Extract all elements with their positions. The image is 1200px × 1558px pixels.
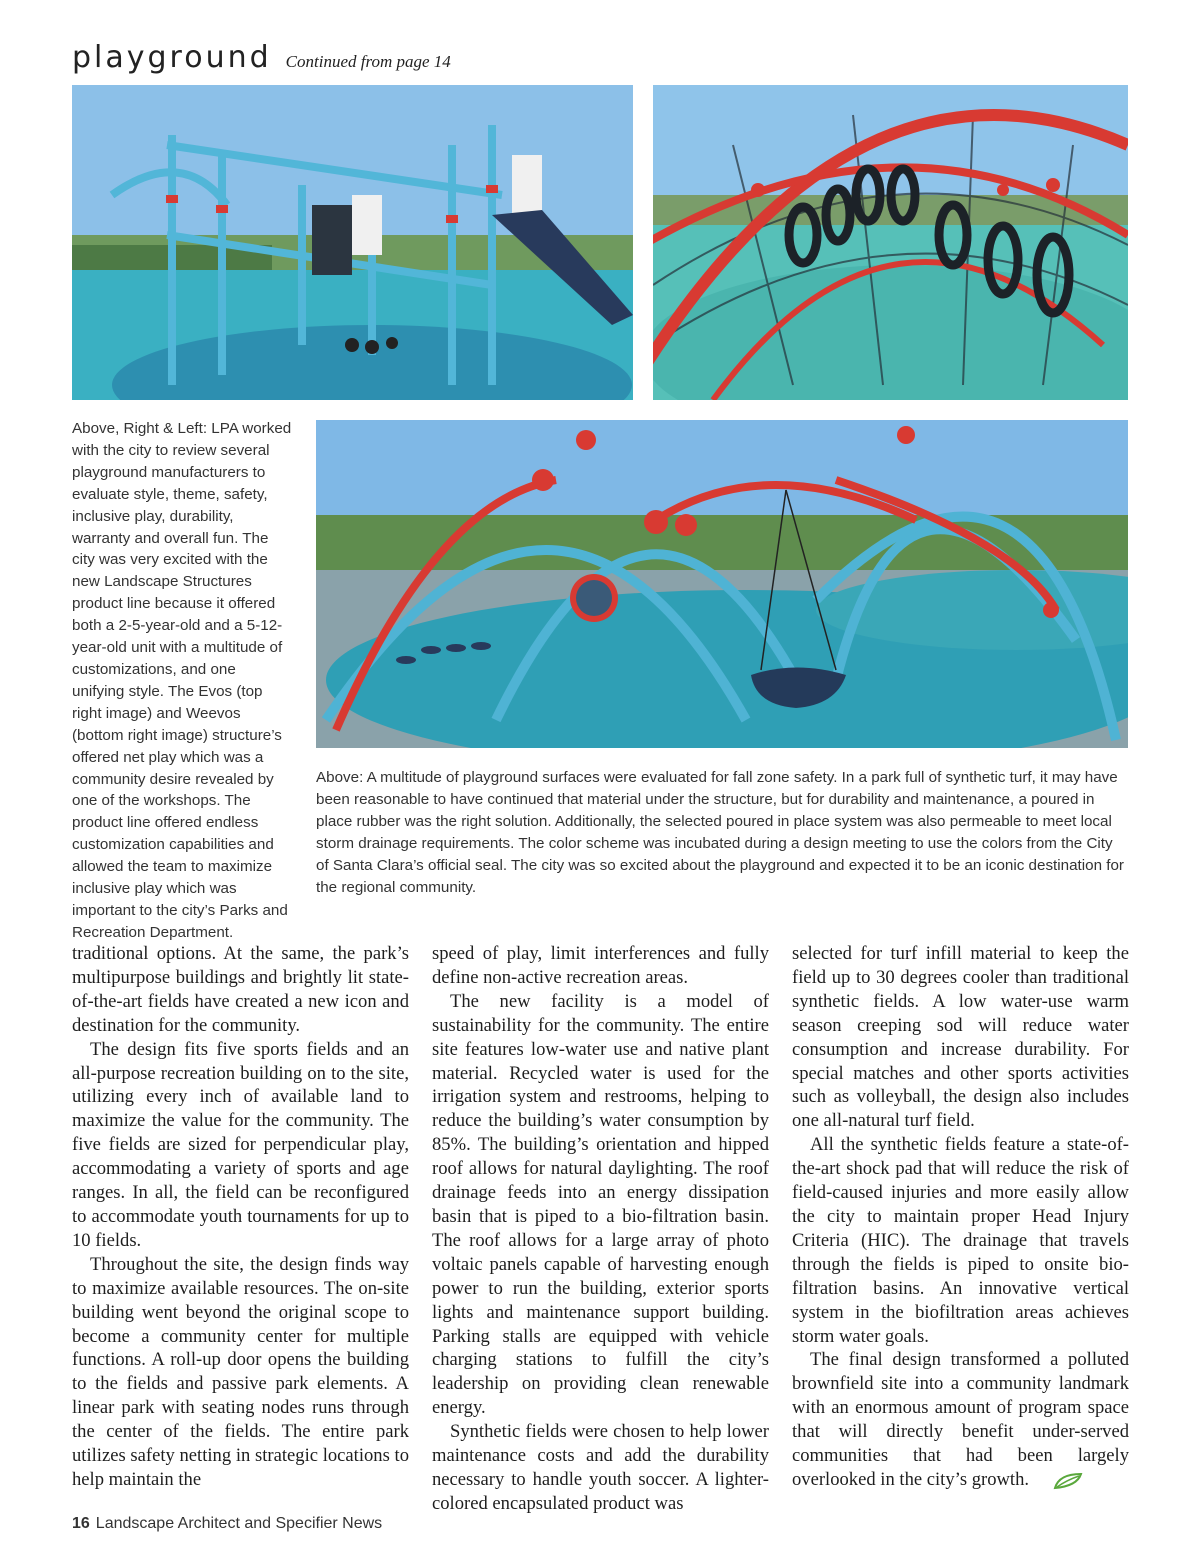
paragraph: traditional options. At the same, the park’s multipurpose buildings and brightly lit state-of-the-art fields have created a new icon and destination for the community. (72, 943, 409, 1036)
paragraph: Throughout the site, the design finds way to maximize available resources. The on-site building went beyond the original scope to become a community center for multiple functions. A roll-up door opens the building to the fields and passive park elements. A linear park with seating nodes runs through the center of the fields. The entire park utilizes safety netting in strategic locations to help maintain the (72, 1253, 409, 1490)
section-title: playground (72, 40, 272, 75)
photo-weevos-arches (316, 420, 1128, 748)
paragraph: The design fits five sports fields and an all-purpose recreation building on to the site, utilizing every inch of available land to maximize the value for the community. The five fields are sized for perpendicular play, accommodating a variety of sports and age ranges. In all, the field can be reconfigured to accommodate youth tournaments for up to 10 fields. (72, 1038, 409, 1251)
paragraph: selected for turf infill material to keep the field up to 30 degrees cooler than traditional synthetic fields. A low water-use warm season creeping sod will reduce water consumption and increase durability. For special matches and other sports activities such as volleyball, the design also includes one all-natural turf field. (792, 943, 1129, 1132)
closing-paragraph-text: The final design transformed a polluted brownfield site into a community landmark with an enormous amount of program space that will directly benefit under-served communities that had been largely overlooked in the city’s growth. (792, 1349, 1129, 1490)
caption-bottom: Above: A multitude of playground surfaces were evaluated for fall zone safety. In a park full of synthetic turf, it may have been reasonable to have continued that material under the structure, but for durability and maintenance, a poured in place rubber was the right solution. Additionally, the selected poured in place system was also permeable to meet local storm drainage requirements. The color scheme was incubated during a design meeting to use the colors from the City of Santa Clara’s official seal. The city was so excited about the playground and expected it to be an iconic destination for the regional community. (316, 769, 1124, 896)
article-column-2 (432, 942, 769, 1516)
page-footer (72, 1515, 382, 1533)
photo-net-dome (653, 85, 1128, 400)
article-column-3 (792, 942, 1129, 1492)
caption-left: Above, Right & Left: LPA worked with the city to review several playground manufacturers to evaluate style, theme, safety, inclusive play, durability, warranty and overall fun. The city was very excited with the new Landscape Structures product line because it offered both a 2-5-year-old and a 5-12-year-old unit with a multitude of customizations, and one unifying style. The Evos (top right image) and Weevos (bottom right image) structure’s offered net play which was a community desire revealed by one of the workshops. The product line offered endless customization capabilities and allowed the team to maximize inclusive play which was important to the city’s Parks and Recreation Department. (72, 420, 292, 941)
paragraph: speed of play, limit interferences and fully define non-active recreation areas. (432, 943, 769, 988)
publication-name: Landscape Architect and Specifier News (95, 1515, 383, 1532)
paragraph: All the synthetic fields feature a state-of-the-art shock pad that will reduce the risk of field-caused injuries and more easily allow the city to maintain proper Head Injury Criteria (HIC). The drainage that travels through the fields is piped to onsite bio-filtration basins. An innovative vertical system in the biofiltration areas achieves storm water goals. (792, 1134, 1129, 1347)
photo-evos-structure (72, 85, 633, 400)
continued-note: Continued from page 14 (285, 52, 451, 71)
page-number: 16 (72, 1515, 90, 1532)
page-header (72, 40, 451, 80)
paragraph (792, 1348, 1129, 1491)
paragraph: The new facility is a model of sustainability for the community. The entire site features low-water use and native plant material. Recycled water is used for the irrigation system and restrooms, helping to reduce the building’s water consumption by 85%. The building’s orientation and hipped roof allows for natural daylighting. The roof drainage feeds into an energy dissipation basin that is piped to a bio-filtration basin. The roof allows for a large array of photo voltaic panels capable of harvesting enough power to run the building, exterior sports lights and maintenance support building. Parking stalls are equipped with vehicle charging stations to fulfill the city’s leadership on providing clean renewable energy. (432, 990, 769, 1419)
paragraph: Synthetic fields were chosen to help lower maintenance costs and add the durability necessary to handle youth soccer. A lighter-colored encapsulated product was (432, 1421, 769, 1514)
leaf-icon (1035, 1472, 1065, 1490)
article-column-1 (72, 942, 409, 1492)
